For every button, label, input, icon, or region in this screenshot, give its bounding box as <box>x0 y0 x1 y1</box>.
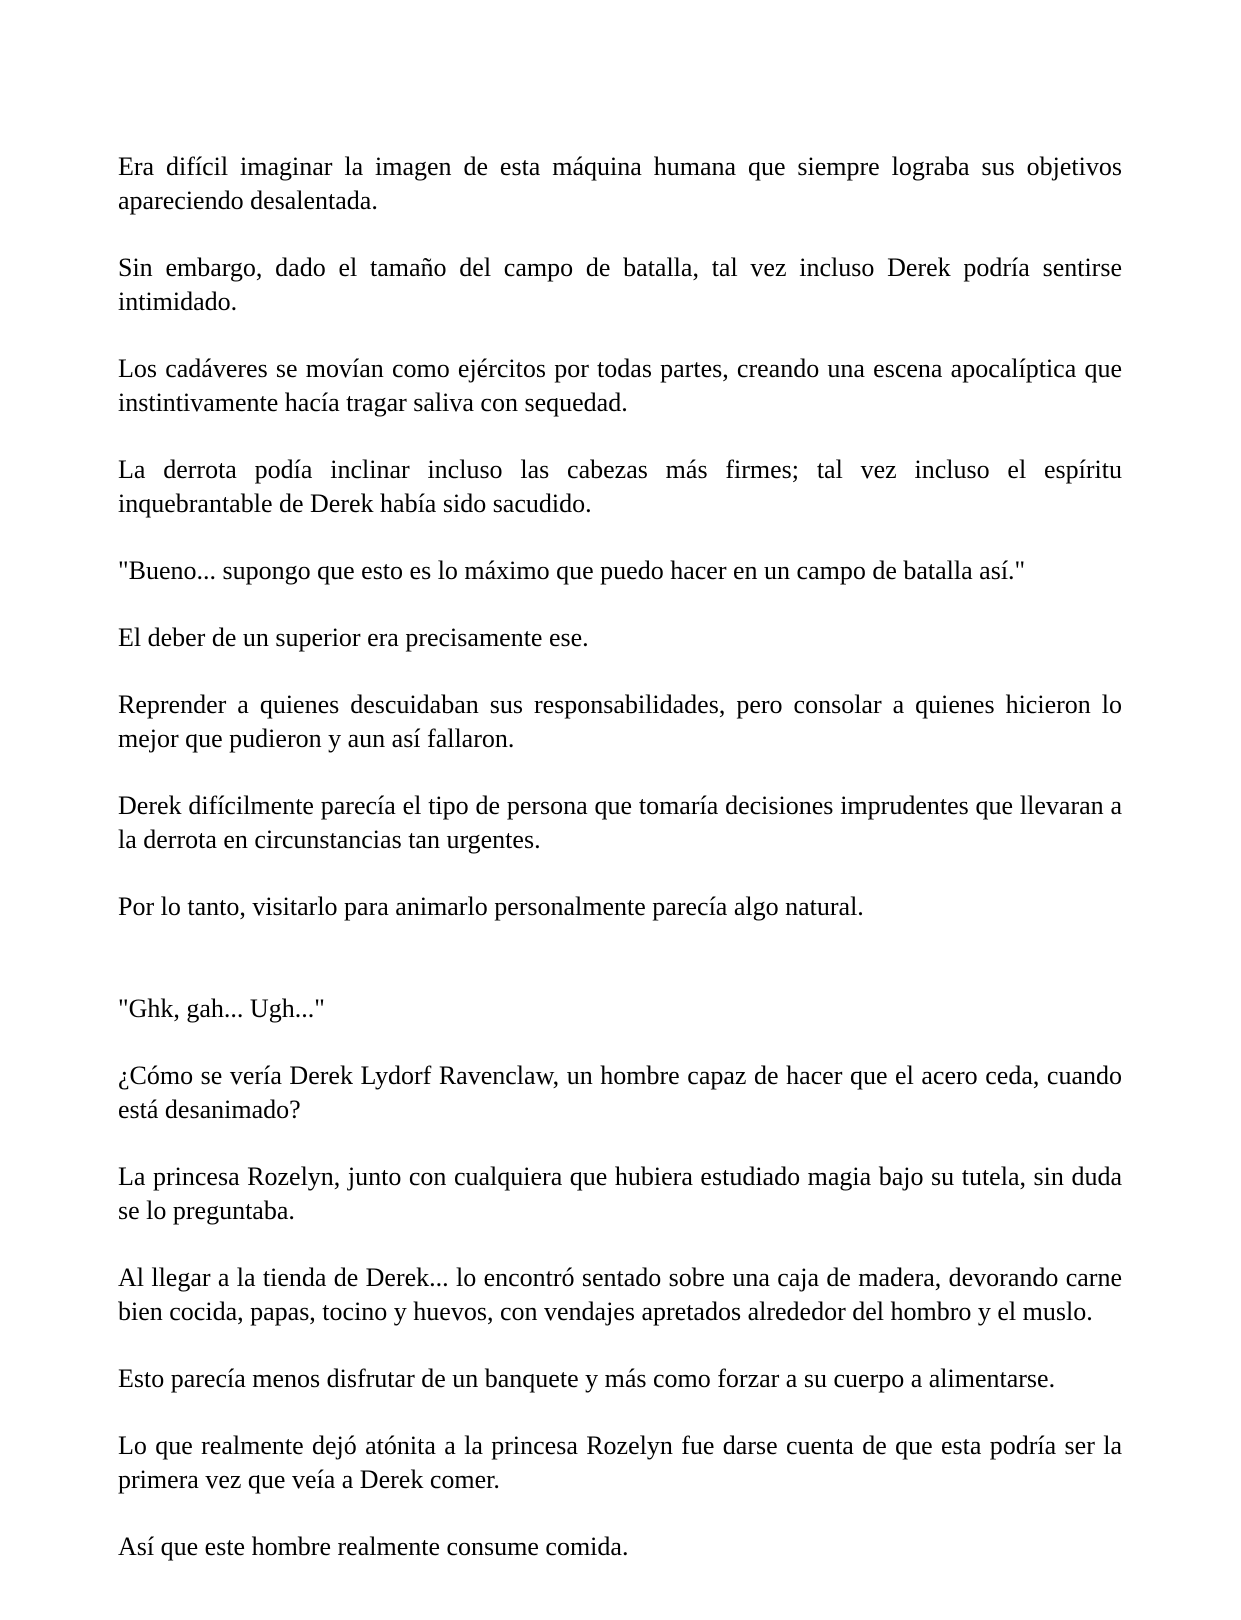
paragraph-10: "Ghk, gah... Ugh..." <box>118 994 325 1023</box>
paragraph-13: Al llegar a la tienda de Derek... lo encontró sentado sobre una caja de madera, devorando carne bien cocida, papas, tocino y huevos, con vendajes apretados alrededor del hombro y el muslo. <box>118 1263 1122 1326</box>
paragraph-16: Así que este hombre realmente consume comida. <box>118 1532 629 1561</box>
paragraph-12: La princesa Rozelyn, junto con cualquiera que hubiera estudiado magia bajo su tutela, sin duda se lo preguntaba. <box>118 1162 1122 1225</box>
paragraph-3: Los cadáveres se movían como ejércitos por todas partes, creando una escena apocalíptica que instintivamente hacía tragar saliva con sequedad. <box>118 354 1122 417</box>
paragraph-7: Reprender a quienes descuidaban sus responsabilidades, pero consolar a quienes hicieron lo mejor que pudieron y aun así fallaron. <box>118 690 1122 753</box>
document-body <box>118 150 1122 1597</box>
paragraph-2: Sin embargo, dado el tamaño del campo de batalla, tal vez incluso Derek podría sentirse intimidado. <box>118 253 1122 316</box>
paragraph-4: La derrota podía inclinar incluso las cabezas más firmes; tal vez incluso el espíritu inquebrantable de Derek había sido sacudido. <box>118 455 1122 518</box>
paragraph-5: "Bueno... supongo que esto es lo máximo que puedo hacer en un campo de batalla así." <box>118 556 1026 585</box>
paragraph-1: Era difícil imaginar la imagen de esta máquina humana que siempre lograba sus objetivos apareciendo desalentada. <box>118 152 1122 215</box>
paragraph-15: Lo que realmente dejó atónita a la princesa Rozelyn fue darse cuenta de que esta podría ser la primera vez que veía a Derek comer. <box>118 1431 1122 1494</box>
paragraph-6: El deber de un superior era precisamente ese. <box>118 623 589 652</box>
paragraph-8: Derek difícilmente parecía el tipo de persona que tomaría decisiones imprudentes que llevaran a la derrota en circunstancias tan urgentes. <box>118 791 1122 854</box>
paragraph-11: ¿Cómo se vería Derek Lydorf Ravenclaw, un hombre capaz de hacer que el acero ceda, cuando está desanimado? <box>118 1061 1122 1124</box>
paragraph-14: Esto parecía menos disfrutar de un banquete y más como forzar a su cuerpo a alimentarse. <box>118 1364 1056 1393</box>
paragraph-9: Por lo tanto, visitarlo para animarlo personalmente parecía algo natural. <box>118 892 864 921</box>
